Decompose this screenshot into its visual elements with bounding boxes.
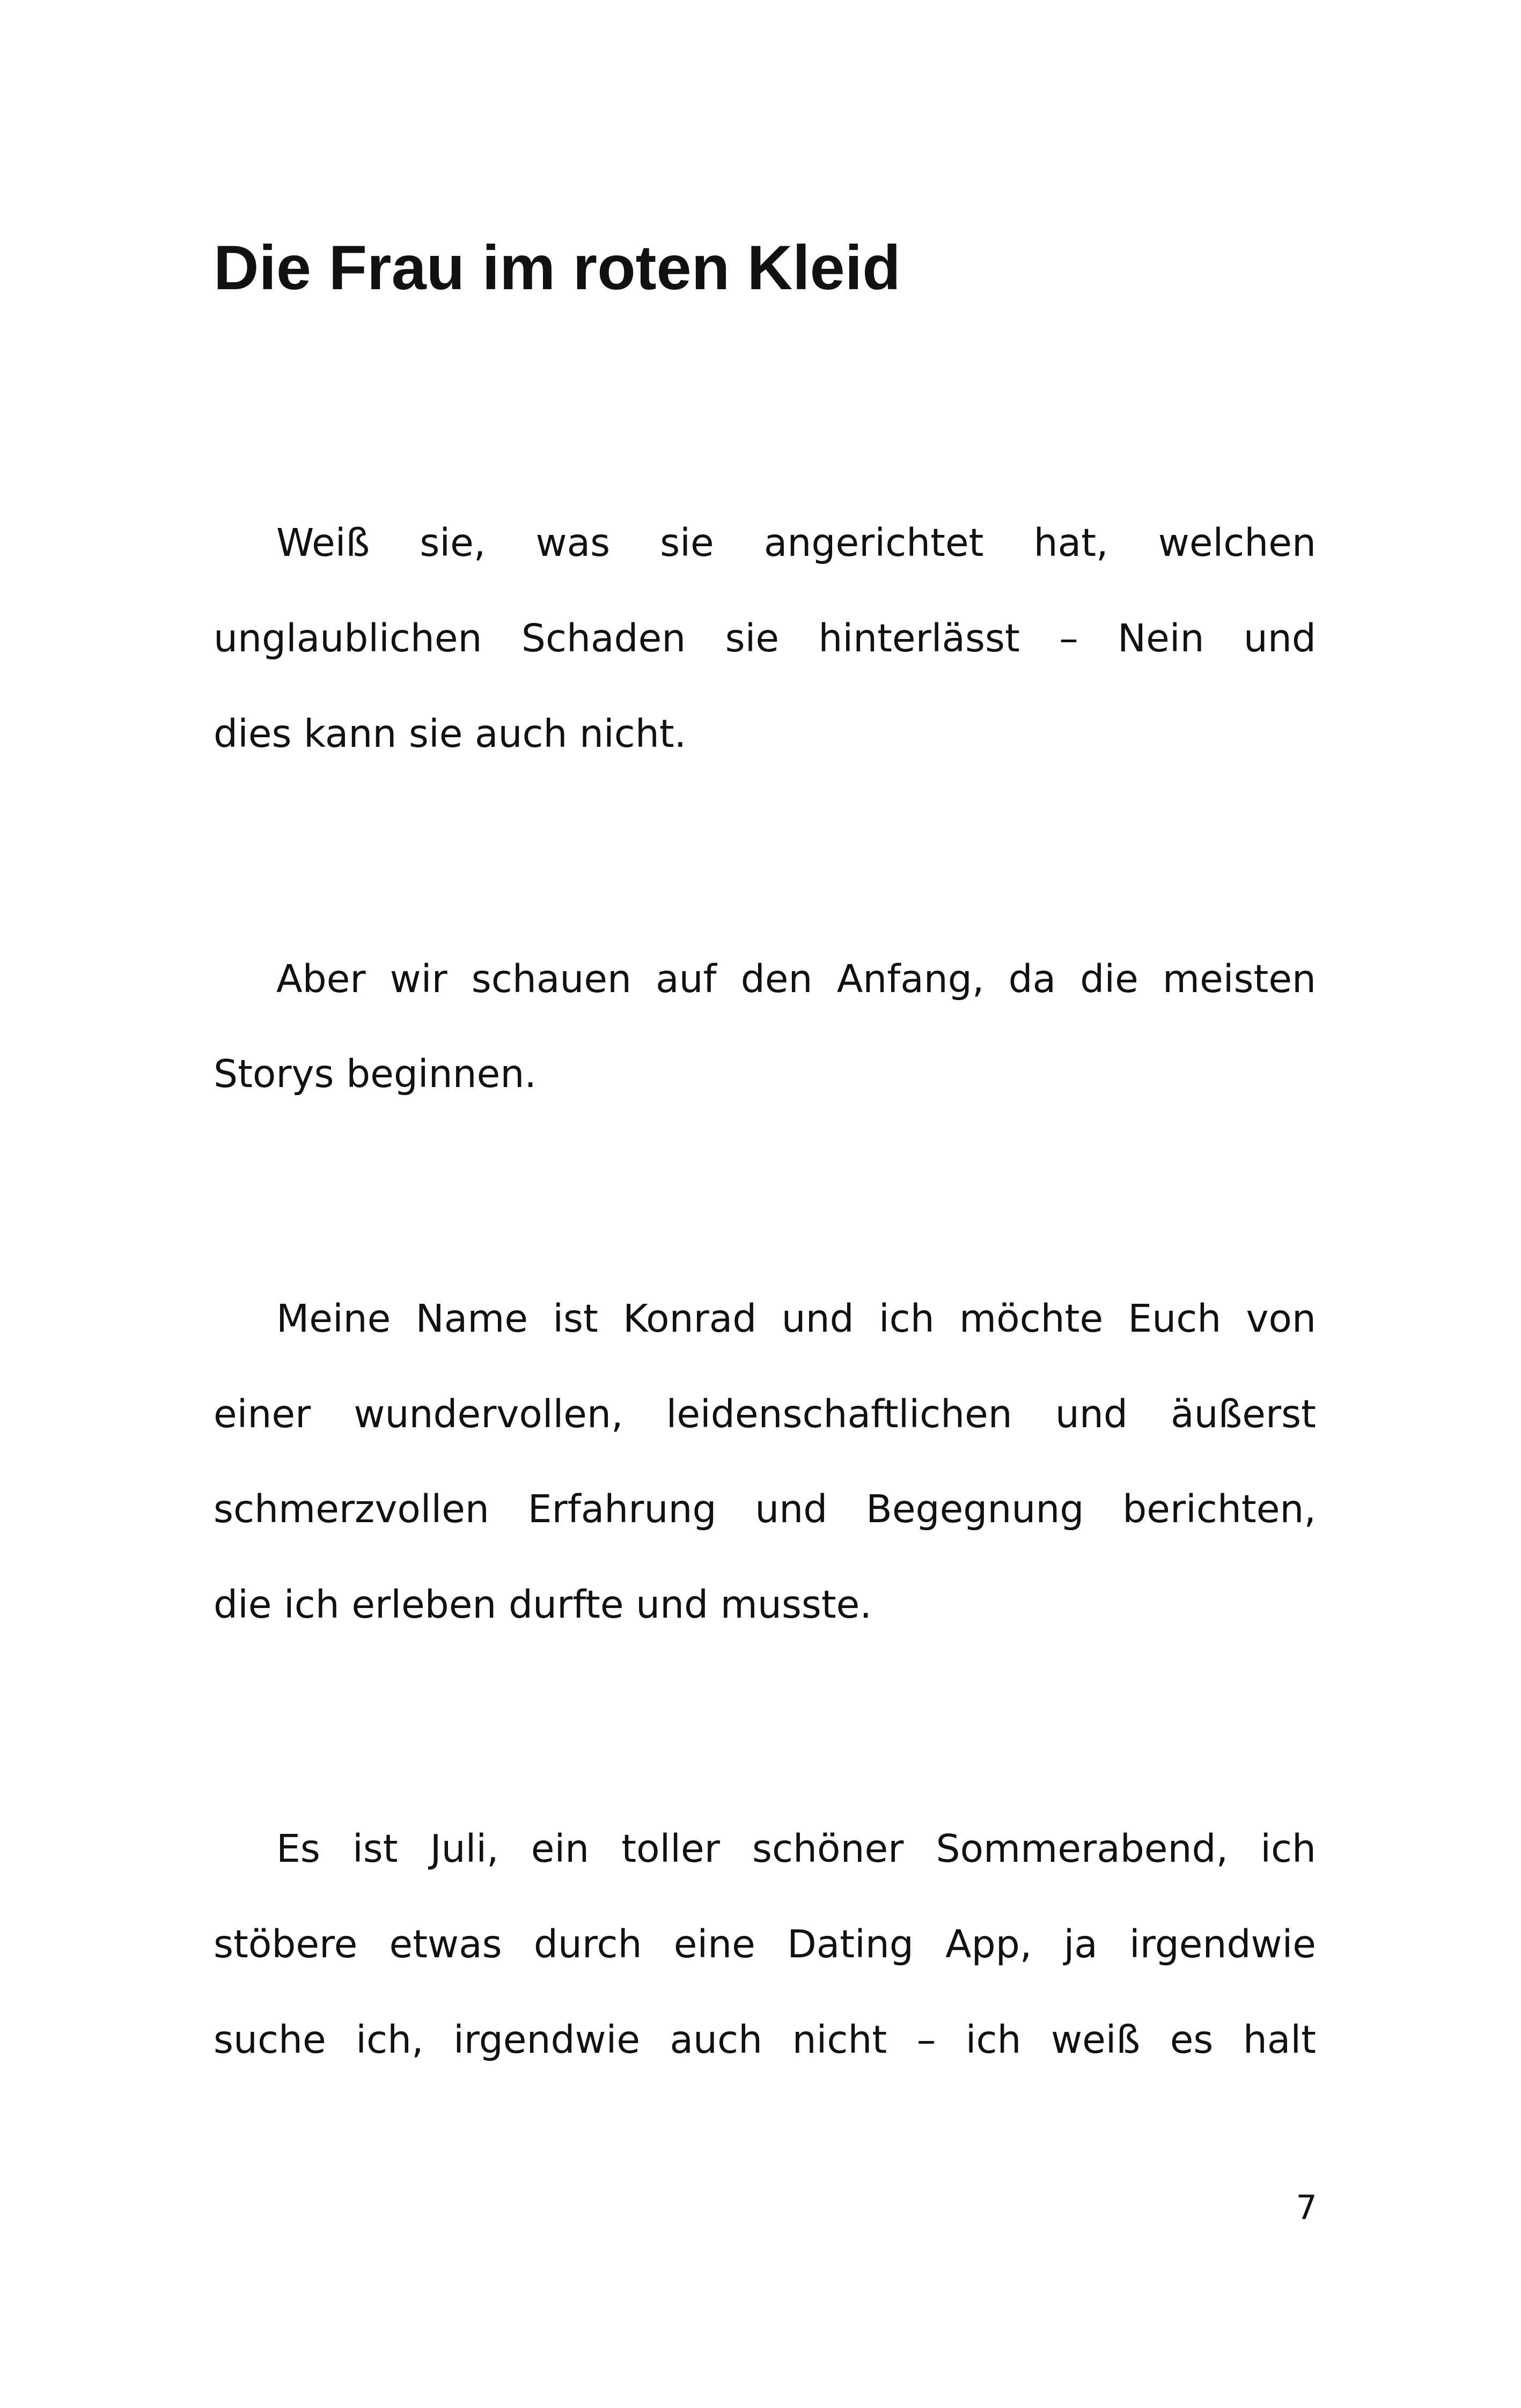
text-line: suche ich, irgendwie auch nicht – ich weiß es halt: [214, 2017, 1316, 2062]
text-line: Meine Name ist Konrad und ich möchte Euch von: [276, 1296, 1316, 1341]
page-number: 7: [1296, 2188, 1317, 2227]
text-line: Aber wir schauen auf den Anfang, da die meisten: [276, 957, 1316, 1001]
text-line: stöbere etwas durch eine Dating App, ja irgendwie: [214, 1922, 1316, 1966]
text-line: unglaublichen Schaden sie hinterlässt – Nein und: [214, 616, 1316, 660]
text-line: einer wundervollen, leidenschaftlichen und äußerst: [214, 1392, 1316, 1436]
chapter-title: Die Frau im roten Kleid: [214, 232, 901, 303]
text-line: die ich erleben durfte und musste.: [214, 1582, 872, 1627]
text-line: Storys beginnen.: [214, 1052, 537, 1096]
text-line: dies kann sie auch nicht.: [214, 711, 687, 756]
text-line: schmerzvollen Erfahrung und Begegnung berichten,: [214, 1487, 1316, 1531]
text-line: Es ist Juli, ein toller schöner Sommerabend, ich: [276, 1826, 1316, 1871]
text-line: Weiß sie, was sie angerichtet hat, welchen: [276, 520, 1316, 565]
